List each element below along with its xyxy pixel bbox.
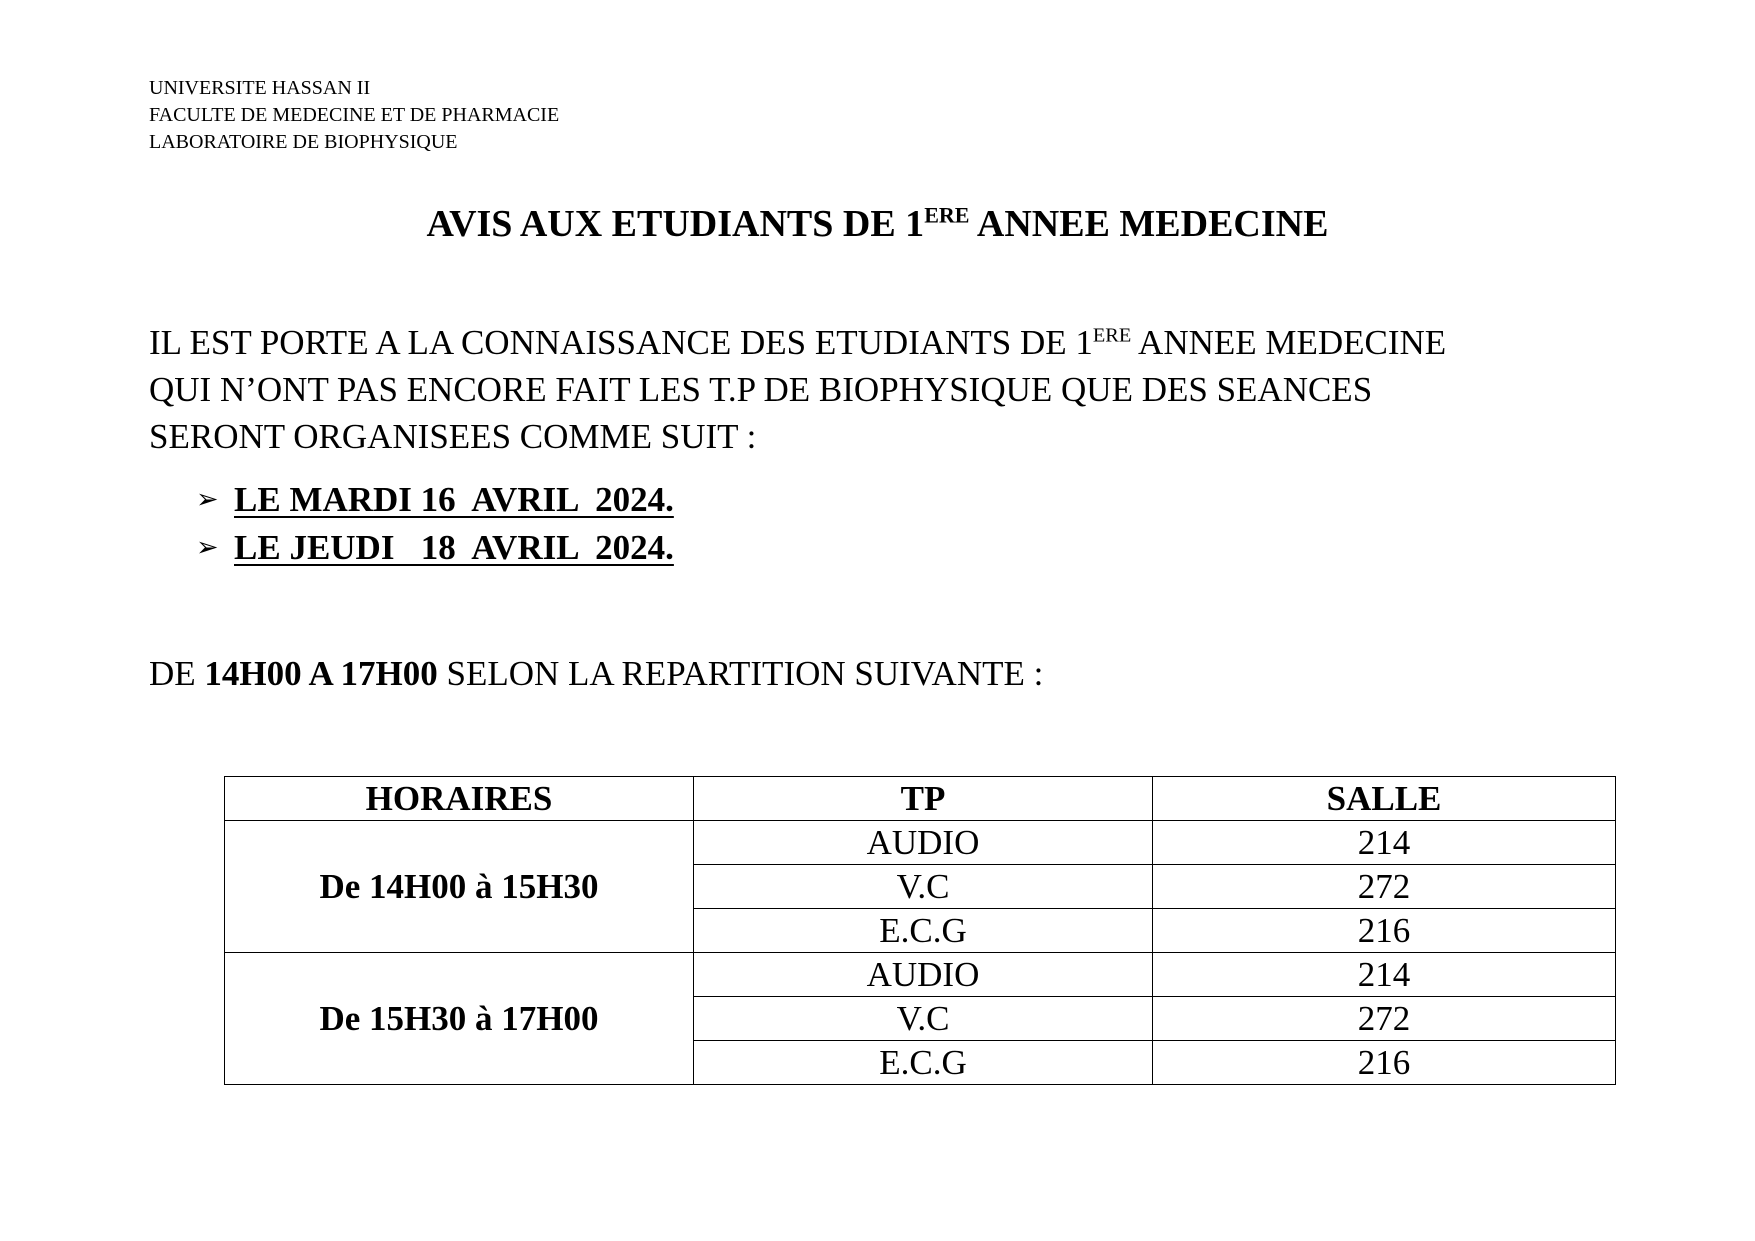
notice-title: [0, 202, 1755, 246]
column-header-tp: TP: [694, 777, 1153, 821]
distribution-table: [224, 776, 1616, 1085]
tp-cell: V.C: [694, 865, 1153, 909]
room-cell: 216: [1153, 909, 1616, 953]
room-cell: 216: [1153, 1041, 1616, 1085]
room-cell: 214: [1153, 821, 1616, 865]
tp-cell: V.C: [694, 997, 1153, 1041]
tp-cell: E.C.G: [694, 1041, 1153, 1085]
time-slot-cell: De 14H00 à 15H30: [225, 821, 694, 953]
session-date-text: LE MARDI 16 AVRIL 2024.: [234, 480, 674, 519]
intro-line-3: SERONT ORGANISEES COMME SUIT :: [149, 417, 757, 456]
time-range-suffix: SELON LA REPARTITION SUIVANTE :: [437, 654, 1044, 693]
session-date-item: [196, 524, 674, 572]
room-cell: 272: [1153, 865, 1616, 909]
time-range-line: [149, 650, 1043, 697]
title-text-end: ANNEE MEDECINE: [969, 203, 1329, 245]
faculty-name: FACULTE DE MEDECINE ET DE PHARMACIE: [149, 104, 560, 126]
intro-superscript: ERE: [1092, 324, 1132, 347]
arrowhead-bullet-icon: ➢: [196, 484, 219, 515]
room-cell: 214: [1153, 953, 1616, 997]
intro-paragraph: [149, 319, 1446, 460]
title-text: AVIS AUX ETUDIANTS DE 1: [426, 203, 925, 245]
column-header-horaires: HORAIRES: [225, 777, 694, 821]
session-date-text: LE JEUDI 18 AVRIL 2024.: [234, 528, 674, 567]
intro-line-1-end: ANNEE MEDECINE: [1131, 323, 1447, 362]
tp-cell: AUDIO: [694, 953, 1153, 997]
table-row: [225, 821, 1616, 865]
tp-cell: E.C.G: [694, 909, 1153, 953]
laboratory-name: LABORATOIRE DE BIOPHYSIQUE: [149, 131, 458, 153]
time-slot-cell: De 15H30 à 17H00: [225, 953, 694, 1085]
time-range-prefix: DE: [149, 654, 205, 693]
table-row: [225, 953, 1616, 997]
session-dates-list: [196, 476, 674, 572]
column-header-salle: SALLE: [1153, 777, 1616, 821]
intro-line-2: QUI N’ONT PAS ENCORE FAIT LES T.P DE BIOPHYSIQUE QUE DES SEANCES: [149, 370, 1373, 409]
table-header-row: [225, 777, 1616, 821]
arrowhead-bullet-icon: ➢: [196, 532, 219, 563]
university-name: UNIVERSITE HASSAN II: [149, 77, 371, 99]
room-cell: 272: [1153, 997, 1616, 1041]
time-range-value: 14H00 A 17H00: [204, 654, 438, 693]
session-date-item: [196, 476, 674, 524]
intro-line-1-text: IL EST PORTE A LA CONNAISSANCE DES ETUDIANTS DE 1: [149, 323, 1093, 362]
tp-cell: AUDIO: [694, 821, 1153, 865]
title-superscript: ERE: [924, 202, 970, 228]
intro-line-1: [149, 319, 1446, 366]
institution-header: [149, 75, 559, 156]
